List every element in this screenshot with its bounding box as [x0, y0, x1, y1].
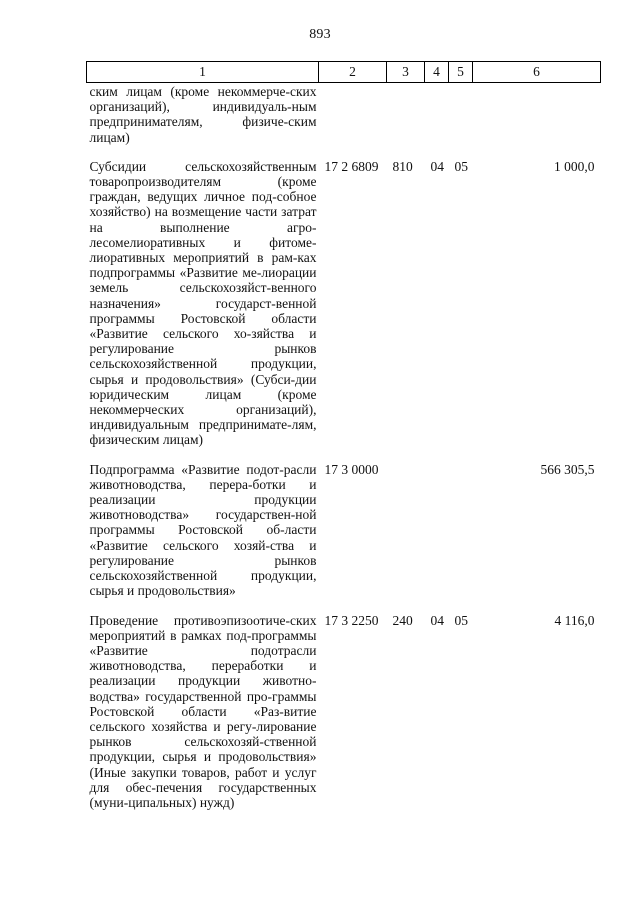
row-description: Подпрограмма «Развитие подот-расли животноводства, перера-ботки и реализации продукции животноводства» государствен-ной программы Ростовской об-ласти «Развитие сельского хозяй-ства и регулирование рынков сельскохозяйственной продукции, сырья и продовольствия» [89, 461, 317, 599]
row-section: 04 [430, 612, 444, 628]
table-row [87, 613, 601, 825]
budget-table [86, 61, 601, 824]
row-subsection: 05 [454, 612, 468, 628]
column-header: 4 [425, 62, 449, 83]
row-description: Проведение противоэпизоотиче-ских мероприятий в рамках под-программы «Развитие подотрасли животноводства, переработки и реализации продукции животно-водства» государственной про-граммы Ростовской области «Раз-витие сельского хозяйства и регу-лирование рынков сельскохозяй-ственной продукции, сырья и продовольствия» (Иные закупки товаров, работ и услуг для обес-печения государственных (муни-ципальных) нужд) [89, 612, 317, 810]
page-number: 893 [309, 27, 331, 42]
header-row [87, 62, 601, 83]
table-row [87, 83, 601, 159]
row-amount: 566 305,5 [540, 461, 595, 477]
row-section [425, 83, 449, 159]
column-header: 5 [449, 62, 473, 83]
row-description: Субсидии сельскохозяйственным товаропроизводителям (кроме граждан, ведущих личное под-собное хозяйство) на возмещение части затрат на выполнение агро-лесомелиоративных и фитоме-лиоративных мероприятий в рам-ках подпрограммы «Развитие ме-лиорации земель сельскохозяйст-венного назначения» государст-венной программы Ростовской области «Развитие сельского хо-зяйства и регулирование рынков сельскохозяйственной продукции, сырья и продовольствия» (Субси-дии юридическим лицам (кроме некоммерческих организаций), индивидуальным предпринимате-лям, физическим лицам) [89, 158, 317, 448]
table-row [87, 159, 601, 462]
row-expense-type: 240 [392, 612, 413, 628]
row-description: ским лицам (кроме некоммерче-ских организаций), индивидуаль-ным предпринимателям, физиче-ским лицам) [89, 84, 317, 145]
row-amount [473, 83, 601, 159]
column-header: 3 [387, 62, 425, 83]
row-expense-type [387, 462, 425, 613]
row-amount: 4 116,0 [554, 612, 595, 628]
row-section: 04 [430, 158, 444, 174]
row-target-code: 17 3 0000 [324, 461, 379, 477]
row-target-code: 17 3 2250 [324, 612, 379, 628]
row-target-code [319, 83, 387, 159]
table-row [87, 462, 601, 613]
row-subsection [449, 83, 473, 159]
row-target-code: 17 2 6809 [324, 158, 379, 174]
row-expense-type [387, 83, 425, 159]
column-header: 1 [87, 62, 319, 83]
column-header: 6 [473, 62, 601, 83]
row-subsection: 05 [454, 158, 468, 174]
row-amount: 1 000,0 [554, 158, 595, 174]
row-subsection [449, 462, 473, 613]
row-section [425, 462, 449, 613]
row-expense-type: 810 [392, 158, 413, 174]
column-header: 2 [319, 62, 387, 83]
